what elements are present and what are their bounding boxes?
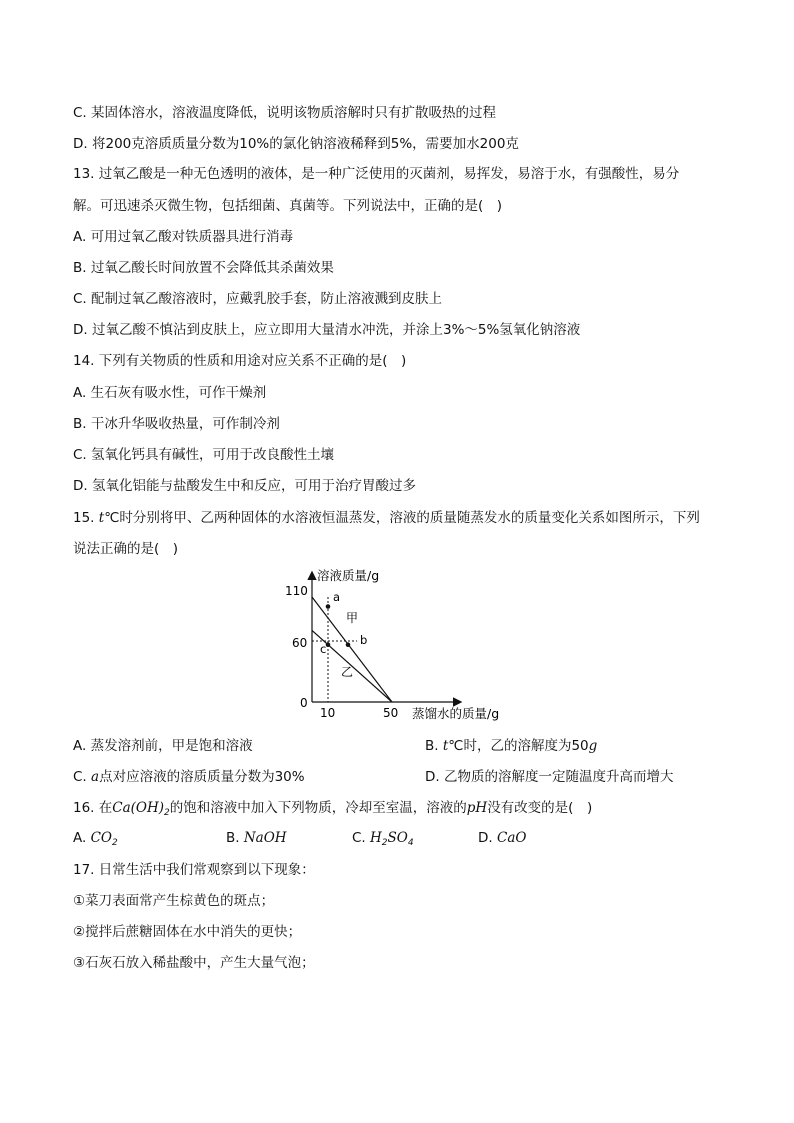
x-tick-50: 50 bbox=[383, 706, 399, 720]
option-16b: B. NaOH bbox=[226, 830, 287, 846]
option-15c: C. a点对应溶液的溶质质量分数为30% bbox=[73, 769, 305, 785]
option-16a: A. $CO_2$ bbox=[73, 830, 118, 848]
option-15d: D. 乙物质的溶解度一定随温度升高而增大 bbox=[425, 769, 674, 785]
series-yi-label: 乙 bbox=[341, 665, 354, 679]
option-14c: C. 氢氧化钙具有碱性，可用于改良酸性土壤 bbox=[73, 447, 335, 463]
y-axis-label: 溶液质量/g bbox=[317, 568, 380, 583]
question-17-stem: 17. 日常生活中我们常观察到以下现象： bbox=[73, 862, 315, 878]
point-c-label: c bbox=[320, 642, 327, 656]
question-15-stem-1: 15. t℃时分别将甲、乙两种固体的水溶液恒温蒸发，溶液的质量随蒸发水的质量变化关系如图所示，下列 bbox=[73, 510, 700, 526]
point-a-label: a bbox=[333, 590, 341, 604]
question-15-stem-2: 说法正确的是( ) bbox=[73, 541, 179, 557]
point-b-label: b bbox=[360, 633, 368, 647]
solution-mass-chart bbox=[275, 565, 535, 725]
x-tick-10: 10 bbox=[320, 706, 336, 720]
option-14b: B. 干冰升华吸收热量，可作制冷剂 bbox=[73, 416, 280, 432]
point-c bbox=[326, 642, 331, 647]
option-13b: B. 过氧乙酸长时间放置不会降低其杀菌效果 bbox=[73, 260, 334, 276]
option-16c: C. $H_2SO_4$ bbox=[352, 830, 414, 848]
option-14a: A. 生石灰有吸水性，可作干燥剂 bbox=[73, 385, 267, 401]
point-b bbox=[346, 642, 351, 647]
option-16d: D. CaO bbox=[478, 830, 527, 846]
series-jia-label: 甲 bbox=[346, 611, 359, 625]
option-13c: C. 配制过氧乙酸溶液时，应戴乳胶手套，防止溶液溅到皮肤上 bbox=[73, 291, 443, 307]
phenomenon-3: ③石灰石放入稀盐酸中，产生大量气泡； bbox=[73, 955, 315, 971]
x-axis-label: 蒸馏水的质量/g bbox=[412, 706, 500, 721]
question-15-options-row2 bbox=[73, 768, 773, 786]
question-16-stem: 16. 在$Ca(OH)_2$的饱和溶液中加入下列物质，冷却至室温，溶液的pH没有改变的是( ) bbox=[73, 800, 593, 818]
question-13-stem-1: 13. 过氧乙酸是一种无色透明的液体，是一种广泛使用的灭菌剂，易挥发，易溶于水，有强酸性，易分 bbox=[73, 166, 680, 182]
option-12c: C. 某固体溶水，溶液温度降低，说明该物质溶解时只有扩散吸热的过程 bbox=[73, 105, 497, 121]
phenomenon-2: ②搅拌后蔗糖固体在水中消失的更快； bbox=[73, 924, 302, 940]
y-tick-110: 110 bbox=[285, 584, 308, 598]
origin-tick: 0 bbox=[300, 696, 308, 710]
question-15-options-row1 bbox=[73, 737, 773, 755]
option-15b: B. t℃时，乙的溶解度为50g bbox=[425, 738, 598, 754]
question-13-stem-2: 解。可迅速杀灭微生物，包括细菌、真菌等。下列说法中，正确的是( ) bbox=[73, 198, 503, 214]
option-14d: D. 氢氧化铝能与盐酸发生中和反应，可用于治疗胃酸过多 bbox=[73, 478, 416, 494]
option-12d: D. 将200克溶质质量分数为10%的氯化钠溶液稀释到5%，需要加水200克 bbox=[73, 136, 519, 152]
option-13a: A. 可用过氧乙酸对铁质器具进行消毒 bbox=[73, 229, 294, 245]
point-a bbox=[326, 604, 331, 609]
option-15a: A. 蒸发溶剂前，甲是饱和溶液 bbox=[73, 738, 253, 754]
option-13d: D. 过氧乙酸不慎沾到皮肤上，应立即用大量清水冲洗，并涂上3%～5%氢氧化钠溶液 bbox=[73, 322, 581, 338]
phenomenon-1: ①菜刀表面常产生棕黄色的斑点； bbox=[73, 893, 275, 909]
y-tick-60: 60 bbox=[292, 636, 308, 650]
question-14-stem: 14. 下列有关物质的性质和用途对应关系不正确的是( ) bbox=[73, 353, 407, 369]
